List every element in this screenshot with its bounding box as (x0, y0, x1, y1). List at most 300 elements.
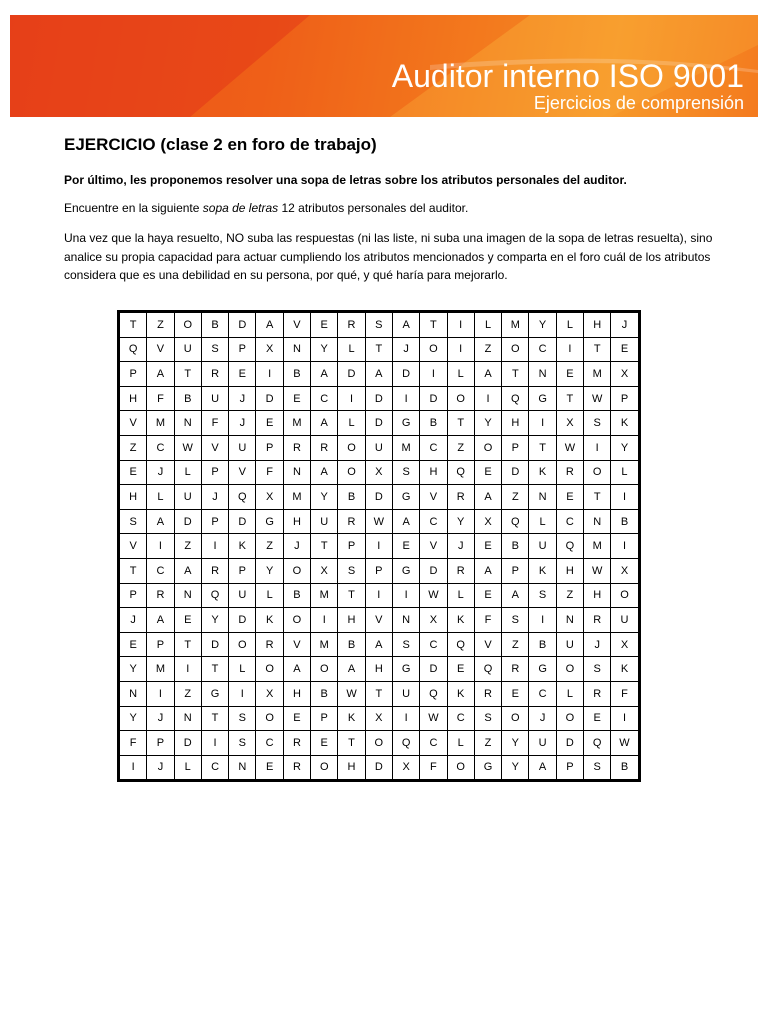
puzzle-cell: I (611, 534, 639, 559)
puzzle-cell: A (392, 509, 419, 534)
puzzle-cell: E (311, 731, 338, 756)
puzzle-cell: E (119, 632, 147, 657)
puzzle-cell: I (392, 386, 419, 411)
puzzle-cell: G (392, 485, 419, 510)
puzzle-cell: F (611, 681, 639, 706)
puzzle-cell: M (311, 583, 338, 608)
puzzle-cell: W (584, 386, 611, 411)
puzzle-cell: B (283, 583, 310, 608)
puzzle-cell: I (338, 386, 365, 411)
puzzle-cell: Z (502, 485, 529, 510)
puzzle-cell: R (474, 681, 501, 706)
puzzle-cell: E (392, 534, 419, 559)
puzzle-cell: A (502, 583, 529, 608)
puzzle-cell: X (365, 706, 392, 731)
puzzle-cell: C (311, 386, 338, 411)
puzzle-cell: R (311, 435, 338, 460)
puzzle-row (119, 337, 640, 362)
puzzle-cell: H (338, 755, 365, 781)
puzzle-cell: C (201, 755, 228, 781)
puzzle-cell: R (283, 435, 310, 460)
puzzle-cell: I (174, 657, 201, 682)
puzzle-cell: K (447, 681, 474, 706)
puzzle-cell: P (201, 509, 228, 534)
puzzle-cell: O (283, 558, 310, 583)
puzzle-cell: S (392, 632, 419, 657)
puzzle-cell: A (365, 632, 392, 657)
puzzle-cell: U (392, 681, 419, 706)
puzzle-cell: J (283, 534, 310, 559)
puzzle-cell: T (584, 337, 611, 362)
puzzle-cell: C (147, 558, 174, 583)
puzzle-cell: K (229, 534, 256, 559)
puzzle-cell: A (474, 362, 501, 387)
puzzle-cell: I (119, 755, 147, 781)
puzzle-cell: B (611, 755, 639, 781)
puzzle-cell: I (229, 681, 256, 706)
puzzle-cell: N (556, 608, 583, 633)
puzzle-cell: M (584, 534, 611, 559)
puzzle-cell: M (311, 632, 338, 657)
puzzle-cell: B (283, 362, 310, 387)
puzzle-cell: G (529, 386, 556, 411)
puzzle-cell: N (529, 485, 556, 510)
puzzle-cell: A (392, 312, 419, 338)
puzzle-cell: C (529, 337, 556, 362)
puzzle-cell: J (119, 608, 147, 633)
puzzle-cell: I (311, 608, 338, 633)
puzzle-cell: Y (119, 657, 147, 682)
puzzle-cell: F (119, 731, 147, 756)
puzzle-cell: S (474, 706, 501, 731)
puzzle-cell: P (147, 731, 174, 756)
puzzle-cell: O (229, 632, 256, 657)
puzzle-row (119, 583, 640, 608)
puzzle-cell: E (119, 460, 147, 485)
puzzle-cell: X (556, 411, 583, 436)
puzzle-cell: J (611, 312, 639, 338)
puzzle-cell: L (611, 460, 639, 485)
puzzle-cell: Z (147, 312, 174, 338)
puzzle-cell: C (556, 509, 583, 534)
puzzle-cell: V (420, 485, 447, 510)
puzzle-cell: Q (119, 337, 147, 362)
instruction-text-after: 12 atributos personales del auditor. (278, 201, 469, 215)
puzzle-cell: G (201, 681, 228, 706)
puzzle-cell: O (338, 460, 365, 485)
puzzle-cell: P (147, 632, 174, 657)
puzzle-cell: A (147, 608, 174, 633)
puzzle-cell: Q (229, 485, 256, 510)
puzzle-cell: A (529, 755, 556, 781)
puzzle-cell: D (256, 386, 283, 411)
puzzle-cell: A (474, 558, 501, 583)
puzzle-cell: G (392, 411, 419, 436)
puzzle-cell: Y (256, 558, 283, 583)
puzzle-cell: G (474, 755, 501, 781)
exercise-task: Una vez que la haya resuelto, NO suba las respuestas (ni las liste, ni suba una imagen de la sopa de letras resuelta), sino analice su propia capacidad para actuar cumpliendo los atributos mencionados y comparta en el foro cuál de los atributos considera que es una debilidad en su persona, por qué, y qué haría para mejorarlo. (64, 231, 713, 282)
puzzle-cell: W (365, 509, 392, 534)
puzzle-cell: H (420, 460, 447, 485)
puzzle-cell: T (311, 534, 338, 559)
puzzle-cell: U (174, 485, 201, 510)
puzzle-row (119, 657, 640, 682)
puzzle-cell: X (256, 337, 283, 362)
puzzle-cell: G (256, 509, 283, 534)
puzzle-cell: L (447, 362, 474, 387)
puzzle-cell: A (147, 362, 174, 387)
puzzle-cell: J (147, 460, 174, 485)
puzzle-cell: R (147, 583, 174, 608)
puzzle-cell: R (584, 608, 611, 633)
puzzle-row (119, 755, 640, 781)
puzzle-cell: O (584, 460, 611, 485)
puzzle-cell: A (365, 362, 392, 387)
puzzle-cell: K (447, 608, 474, 633)
puzzle-cell: E (584, 706, 611, 731)
puzzle-cell: O (338, 435, 365, 460)
puzzle-cell: Z (174, 681, 201, 706)
puzzle-cell: C (256, 731, 283, 756)
puzzle-cell: G (529, 657, 556, 682)
puzzle-cell: N (119, 681, 147, 706)
puzzle-cell: L (447, 731, 474, 756)
puzzle-cell: Q (420, 681, 447, 706)
puzzle-cell: P (119, 362, 147, 387)
puzzle-cell: A (147, 509, 174, 534)
puzzle-cell: C (529, 681, 556, 706)
puzzle-cell: Y (201, 608, 228, 633)
puzzle-cell: K (611, 411, 639, 436)
puzzle-cell: Q (201, 583, 228, 608)
puzzle-cell: I (584, 435, 611, 460)
puzzle-cell: V (474, 632, 501, 657)
puzzle-cell: Y (447, 509, 474, 534)
puzzle-cell: B (611, 509, 639, 534)
puzzle-cell: K (529, 460, 556, 485)
puzzle-cell: E (611, 337, 639, 362)
puzzle-cell: R (502, 657, 529, 682)
puzzle-cell: I (529, 411, 556, 436)
puzzle-cell: D (556, 731, 583, 756)
puzzle-cell: T (338, 583, 365, 608)
puzzle-cell: H (119, 485, 147, 510)
puzzle-cell: E (447, 657, 474, 682)
puzzle-cell: E (474, 534, 501, 559)
puzzle-cell: T (584, 485, 611, 510)
puzzle-cell: S (584, 411, 611, 436)
puzzle-cell: P (556, 755, 583, 781)
puzzle-cell: D (338, 362, 365, 387)
puzzle-row (119, 362, 640, 387)
puzzle-cell: O (611, 583, 639, 608)
puzzle-cell: E (283, 386, 310, 411)
puzzle-cell: S (229, 731, 256, 756)
puzzle-cell: P (502, 435, 529, 460)
puzzle-cell: X (256, 485, 283, 510)
puzzle-cell: Z (119, 435, 147, 460)
puzzle-cell: D (229, 509, 256, 534)
puzzle-cell: U (556, 632, 583, 657)
puzzle-cell: P (502, 558, 529, 583)
puzzle-row (119, 485, 640, 510)
puzzle-cell: U (174, 337, 201, 362)
puzzle-cell: B (338, 485, 365, 510)
puzzle-cell: V (201, 435, 228, 460)
puzzle-cell: R (283, 731, 310, 756)
puzzle-cell: J (392, 337, 419, 362)
puzzle-cell: H (283, 681, 310, 706)
word-search-grid (117, 310, 641, 782)
puzzle-cell: U (529, 731, 556, 756)
puzzle-cell: F (147, 386, 174, 411)
puzzle-cell: J (229, 411, 256, 436)
puzzle-cell: J (147, 706, 174, 731)
puzzle-cell: N (283, 337, 310, 362)
puzzle-cell: A (474, 485, 501, 510)
puzzle-cell: R (338, 312, 365, 338)
puzzle-cell: P (229, 337, 256, 362)
puzzle-row (119, 460, 640, 485)
banner-title: Auditor interno ISO 9001 (391, 58, 744, 94)
puzzle-cell: R (556, 460, 583, 485)
puzzle-cell: D (229, 312, 256, 338)
puzzle-cell: G (392, 657, 419, 682)
puzzle-cell: I (556, 337, 583, 362)
puzzle-cell: O (283, 608, 310, 633)
puzzle-cell: X (474, 509, 501, 534)
puzzle-cell: Y (311, 337, 338, 362)
puzzle-cell: I (474, 386, 501, 411)
exercise-instruction (64, 200, 728, 217)
puzzle-cell: B (174, 386, 201, 411)
puzzle-cell: T (174, 362, 201, 387)
puzzle-cell: T (338, 731, 365, 756)
puzzle-cell: V (147, 337, 174, 362)
puzzle-cell: R (338, 509, 365, 534)
puzzle-cell: I (529, 608, 556, 633)
puzzle-cell: M (147, 411, 174, 436)
puzzle-cell: I (447, 337, 474, 362)
puzzle-cell: E (174, 608, 201, 633)
puzzle-cell: Q (474, 657, 501, 682)
puzzle-cell: I (392, 583, 419, 608)
puzzle-cell: U (229, 583, 256, 608)
puzzle-cell: W (420, 583, 447, 608)
puzzle-cell: O (256, 706, 283, 731)
puzzle-cell: J (229, 386, 256, 411)
puzzle-cell: A (311, 411, 338, 436)
puzzle-cell: S (529, 583, 556, 608)
puzzle-cell: B (338, 632, 365, 657)
puzzle-cell: G (392, 558, 419, 583)
puzzle-cell: P (201, 460, 228, 485)
puzzle-cell: R (201, 558, 228, 583)
puzzle-cell: T (420, 312, 447, 338)
puzzle-cell: M (283, 485, 310, 510)
puzzle-cell: O (556, 706, 583, 731)
puzzle-cell: T (174, 632, 201, 657)
puzzle-cell: A (311, 460, 338, 485)
exercise-content (64, 134, 728, 285)
puzzle-cell: P (611, 386, 639, 411)
puzzle-row (119, 731, 640, 756)
puzzle-cell: D (502, 460, 529, 485)
puzzle-cell: C (147, 435, 174, 460)
puzzle-cell: B (311, 681, 338, 706)
puzzle-cell: T (502, 362, 529, 387)
puzzle-cell: M (584, 362, 611, 387)
puzzle-cell: N (174, 411, 201, 436)
puzzle-cell: T (529, 435, 556, 460)
puzzle-cell: V (365, 608, 392, 633)
puzzle-cell: Y (311, 485, 338, 510)
puzzle-cell: O (420, 337, 447, 362)
puzzle-cell: L (256, 583, 283, 608)
puzzle-row (119, 706, 640, 731)
puzzle-cell: A (256, 312, 283, 338)
puzzle-cell: C (420, 435, 447, 460)
puzzle-cell: S (584, 755, 611, 781)
puzzle-cell: H (584, 312, 611, 338)
puzzle-cell: R (447, 558, 474, 583)
puzzle-cell: T (365, 337, 392, 362)
puzzle-row (119, 608, 640, 633)
puzzle-cell: Q (584, 731, 611, 756)
puzzle-cell: O (447, 755, 474, 781)
puzzle-cell: U (611, 608, 639, 633)
puzzle-cell: L (529, 509, 556, 534)
puzzle-cell: Q (447, 460, 474, 485)
puzzle-cell: Z (474, 337, 501, 362)
puzzle-cell: D (420, 386, 447, 411)
puzzle-cell: I (256, 362, 283, 387)
puzzle-row (119, 632, 640, 657)
puzzle-cell: D (365, 411, 392, 436)
puzzle-cell: A (338, 657, 365, 682)
puzzle-cell: O (447, 386, 474, 411)
puzzle-cell: X (611, 558, 639, 583)
puzzle-cell: Z (502, 632, 529, 657)
puzzle-cell: W (174, 435, 201, 460)
puzzle-row (119, 681, 640, 706)
puzzle-cell: D (174, 731, 201, 756)
puzzle-cell: M (283, 411, 310, 436)
puzzle-cell: O (502, 337, 529, 362)
puzzle-cell: I (611, 706, 639, 731)
puzzle-cell: N (229, 755, 256, 781)
puzzle-cell: X (611, 362, 639, 387)
puzzle-row (119, 435, 640, 460)
puzzle-cell: L (174, 460, 201, 485)
puzzle-cell: R (283, 755, 310, 781)
puzzle-cell: S (229, 706, 256, 731)
puzzle-cell: I (420, 362, 447, 387)
puzzle-cell: Z (556, 583, 583, 608)
puzzle-cell: V (119, 411, 147, 436)
puzzle-cell: Z (174, 534, 201, 559)
puzzle-cell: S (338, 558, 365, 583)
puzzle-cell: L (338, 411, 365, 436)
puzzle-cell: P (311, 706, 338, 731)
puzzle-cell: H (365, 657, 392, 682)
puzzle-cell: S (392, 460, 419, 485)
puzzle-cell: U (201, 386, 228, 411)
puzzle-cell: K (529, 558, 556, 583)
puzzle-cell: L (447, 583, 474, 608)
puzzle-cell: W (611, 731, 639, 756)
puzzle-cell: S (201, 337, 228, 362)
puzzle-cell: Z (447, 435, 474, 460)
puzzle-cell: Y (502, 731, 529, 756)
puzzle-cell: L (338, 337, 365, 362)
puzzle-cell: E (474, 583, 501, 608)
puzzle-cell: Y (502, 755, 529, 781)
puzzle-cell: E (474, 460, 501, 485)
puzzle-cell: Z (474, 731, 501, 756)
puzzle-row (119, 509, 640, 534)
puzzle-cell: T (119, 312, 147, 338)
banner-subtitle: Ejercicios de comprensión (533, 93, 744, 113)
puzzle-cell: P (365, 558, 392, 583)
puzzle-cell: C (447, 706, 474, 731)
puzzle-cell: R (201, 362, 228, 387)
puzzle-cell: P (338, 534, 365, 559)
puzzle-cell: N (392, 608, 419, 633)
puzzle-cell: Q (556, 534, 583, 559)
puzzle-cell: N (283, 460, 310, 485)
puzzle-cell: D (420, 657, 447, 682)
puzzle-cell: T (365, 681, 392, 706)
puzzle-cell: J (584, 632, 611, 657)
puzzle-cell: M (392, 435, 419, 460)
puzzle-cell: B (502, 534, 529, 559)
puzzle-cell: L (474, 312, 501, 338)
puzzle-cell: O (311, 657, 338, 682)
puzzle-cell: P (119, 583, 147, 608)
puzzle-cell: A (174, 558, 201, 583)
puzzle-cell: D (365, 755, 392, 781)
puzzle-cell: F (256, 460, 283, 485)
exercise-intro: Por último, les proponemos resolver una sopa de letras sobre los atributos personales del auditor. (64, 173, 627, 187)
puzzle-row (119, 411, 640, 436)
puzzle-cell: D (365, 386, 392, 411)
puzzle-row (119, 312, 640, 338)
puzzle-cell: I (365, 583, 392, 608)
puzzle-cell: H (283, 509, 310, 534)
puzzle-cell: J (529, 706, 556, 731)
puzzle-cell: I (611, 485, 639, 510)
word-search-body (119, 312, 640, 781)
puzzle-cell: B (201, 312, 228, 338)
puzzle-cell: Y (119, 706, 147, 731)
puzzle-cell: Q (447, 632, 474, 657)
puzzle-cell: S (502, 608, 529, 633)
puzzle-cell: W (338, 681, 365, 706)
exercise-heading: EJERCICIO (clase 2 en foro de trabajo) (64, 135, 377, 154)
puzzle-cell: H (556, 558, 583, 583)
puzzle-cell: I (201, 731, 228, 756)
puzzle-cell: W (584, 558, 611, 583)
puzzle-cell: V (283, 632, 310, 657)
puzzle-cell: Q (502, 386, 529, 411)
puzzle-cell: S (365, 312, 392, 338)
instruction-italic: sopa de letras (202, 201, 279, 215)
puzzle-cell: N (529, 362, 556, 387)
puzzle-cell: L (174, 755, 201, 781)
puzzle-cell: N (174, 706, 201, 731)
puzzle-cell: B (420, 411, 447, 436)
